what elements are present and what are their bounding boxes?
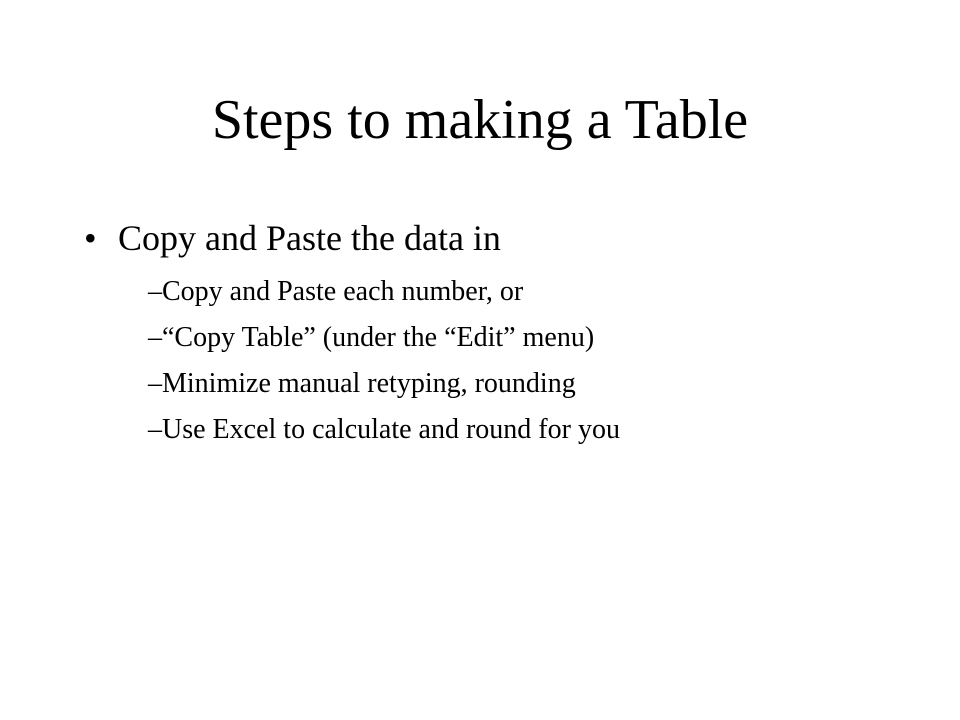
slide-title: Steps to making a Table [211, 89, 749, 151]
bullet-text: Copy and Paste the data in [118, 218, 501, 258]
bullet-marker: • [84, 218, 97, 258]
sub-bullet-item [148, 278, 924, 324]
sub-bullet-text: Copy and Paste each number, or [162, 276, 524, 307]
sub-bullet-item [148, 416, 924, 462]
sub-bullet-item [148, 324, 924, 370]
sub-bullet-marker: – [148, 368, 162, 399]
sub-bullet-list [148, 278, 924, 462]
sub-bullet-item [148, 370, 924, 416]
sub-bullet-text: “Copy Table” (under the “Edit” menu) [162, 322, 595, 353]
sub-bullet-marker: – [148, 414, 162, 445]
bullet-item [84, 220, 924, 264]
bullet-list [84, 220, 924, 462]
sub-bullet-marker: – [148, 322, 162, 353]
sub-bullet-text: Use Excel to calculate and round for you [162, 414, 620, 445]
sub-bullet-marker: – [148, 276, 162, 307]
sub-bullet-text: Minimize manual retyping, rounding [162, 368, 576, 399]
